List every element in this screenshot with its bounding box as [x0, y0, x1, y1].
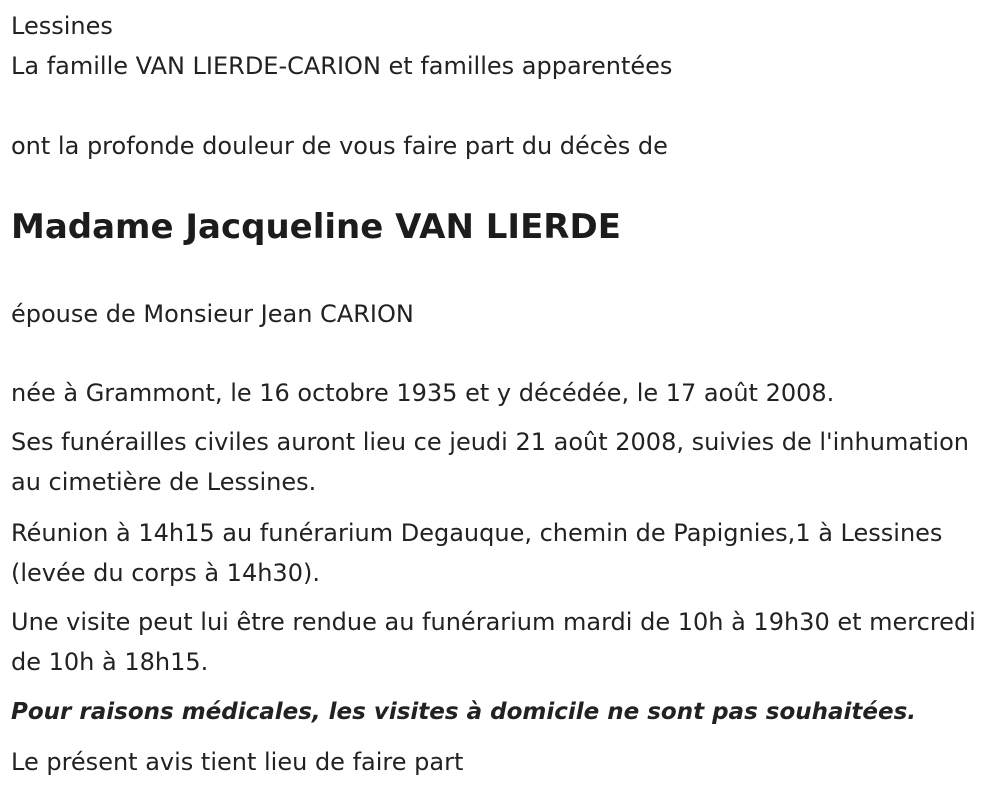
city-line: Lessines [11, 12, 113, 40]
funeral-paragraph: Ses funérailles civiles auront lieu ce jeudi 21 août 2008, suivies de l'inhumation au cimetière de Lessines. [11, 428, 969, 496]
spouse-line: épouse de Monsieur Jean CARION [11, 300, 414, 328]
medical-notice: Pour raisons médicales, les visites à domicile ne sont pas souhaitées. [11, 699, 917, 725]
family-line: La famille VAN LIERDE-CARION et familles apparentées [11, 52, 673, 80]
visit-paragraph: Une visite peut lui être rendue au funérarium mardi de 10h à 19h30 et mercredi de 10h à 18h15. [11, 608, 976, 676]
birth-death-line: née à Grammont, le 16 octobre 1935 et y décédée, le 17 août 2008. [11, 379, 835, 407]
deceased-name: Madame Jacqueline VAN LIERDE [11, 207, 621, 247]
announcement-line: ont la profonde douleur de vous faire part du décès de [11, 132, 668, 160]
meeting-paragraph: Réunion à 14h15 au funérarium Degauque, chemin de Papignies,1 à Lessines (levée du corps à 14h30). [11, 519, 943, 587]
closing-line: Le présent avis tient lieu de faire part [11, 748, 464, 776]
